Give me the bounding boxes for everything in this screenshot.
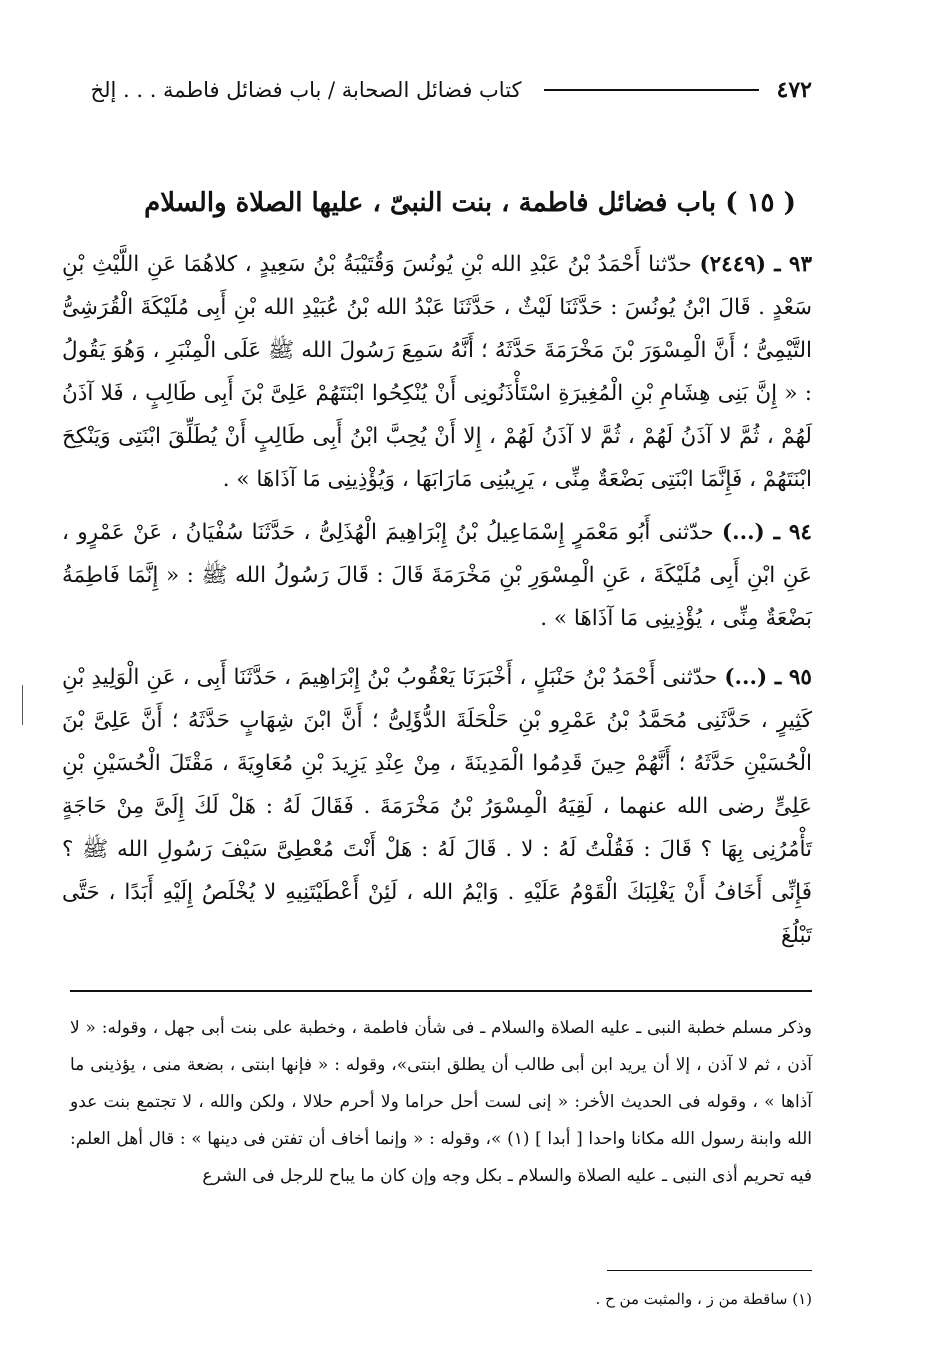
running-head [60,70,812,110]
header-rule [544,89,759,91]
commentary [70,1010,812,1195]
chapter-title: ( ١٥ ) باب فضائل فاطمة ، بنت النبىّ ، عليها الصلاة والسلام [144,188,796,218]
hadith-number: ٩٤ ـ (...) [721,520,812,545]
hadith-paragraph [62,243,812,501]
footnote: (١) ساقطة من ز ، والمثبت من ح . [595,1290,812,1308]
hadith-paragraph [62,656,812,957]
hadith-paragraph [62,511,812,640]
hadith-text [62,243,812,967]
margin-mark [22,685,23,725]
commentary-rule [70,990,812,992]
hadith-number: ٩٣ ـ (٢٤٤٩) [699,252,812,277]
hadith-body: حدّثنى أَحْمَدُ بْنُ حَنْبَلٍ ، أَخْبَرَنَا يَعْقُوبُ بْنُ إِبْرَاهِيمَ ، حَدَّثَنَا أَبِى ، عَنِ الْوَلِيدِ بْنِ كَثِيرٍ ، حَدَّثَنِى مُحَمَّدُ بْنُ عَمْرِو بْنِ حَلْحَلَةَ الدُّؤَلِىُّ ؛ أَنَّ ابْنَ شِهَابٍ حَدَّثَهُ ؛ أَنَّ عَلِىَّ بْنَ الْحُسَيْنِ حَدَّثَهُ ؛ أَنَّهُمْ حِينَ قَدِمُوا الْمَدِينَةَ ، مِنْ عِنْدِ يَزِيدَ بْنِ مُعَاوِيَةَ ، مَقْتَلَ الْحُسَيْنِ بْنِ عَلِىٍّ رضى الله عنهما ، لَقِيَهُ الْمِسْوَرُ بْنُ مَخْرَمَةَ . فَقَالَ لَهُ : هَلْ لَكَ إِلَىَّ مِنْ حَاجَةٍ تَأْمُرُنِى بِهَا ؟ قَالَ : فَقُلْتُ لَهُ : لا . قَالَ لَهُ : هَلْ أَنْتَ مُعْطِىَّ سَيْفَ رَسُولِ الله ﷺ ؟ فَإِنِّى أَخَافُ أَنْ يَغْلِبَكَ الْقَوْمُ عَلَيْهِ . وَايْمُ الله ، لَئِنْ أَعْطَيْتَنِيهِ لا يُخْلَصُ إِلَيْهِ أَبَدًا ، حَتَّى تَبْلُغَ [62,665,812,948]
hadith-number: ٩٥ ـ (...) [724,665,812,690]
hadith-body: حدّثنى أَبُو مَعْمَرٍ إِسْمَاعِيلُ بْنُ إِبْرَاهِيمَ الْهُذَلِىُّ ، حَدَّثَنَا سُفْيَانُ ، عَنْ عَمْرٍو ، عَنِ ابْنِ أَبِى مُلَيْكَةَ ، عَنِ الْمِسْوَرِ بْنِ مَخْرَمَةَ قَالَ : قَالَ رَسُولُ الله ﷺ : « إِنَّمَا فَاطِمَةُ بَضْعَةٌ مِنِّى ، يُؤْذِينِى مَا آذَاهَا » . [62,520,812,631]
running-title: كتاب فضائل الصحابة / باب فضائل فاطمة . . . إلخ [90,78,522,102]
commentary-text: وذكر مسلم خطبة النبى ـ عليه الصلاة والسلام ـ فى شأن فاطمة ، وخطبة على بنت أبى جهل ، وقوله: « لا آذن ، ثم لا آذن ، إلا أن يريد ابن أبى طالب أن يطلق ابنتى»، وقوله : « فإنها ابنتى ، بضعة منى ، يؤذينى ما آذاها » ، وقوله فى الحديث الأخر: « إنى لست أحل حراما ولا أحرم حلالا ، ولكن والله ، لا تجتمع بنت عدو الله وابنة رسول الله مكانا واحدا [ أبدا ] (١) »، وقوله : « وإنما أخاف أن تفتن فى دينها » : قال أهل العلم: فيه تحريم أذى النبى ـ عليه الصلاة والسلام ـ بكل وجه وإن كان ما يباح للرجل فى الشرع [70,1018,812,1186]
footnote-rule [607,1270,812,1271]
hadith-body: حدّثنا أَحْمَدُ بْنُ عَبْدِ الله بْنِ يُونُسَ وَقُتَيْبَةُ بْنُ سَعِيدٍ ، كلاهُمَا عَنِ اللَّيْثِ بْنِ سَعْدٍ . قَالَ ابْنُ يُونُسَ : حَدَّثَنَا لَيْثٌ ، حَدَّثَنَا عَبْدُ الله بْنُ عُبَيْدِ الله بْنِ أَبِى مُلَيْكَةَ الْقُرَشِىُّ التَّيْمِىُّ ؛ أَنَّ الْمِسْوَرَ بْنَ مَخْرَمَةَ حَدَّثَهُ ؛ أَنَّهُ سَمِعَ رَسُولَ الله ﷺ عَلَى الْمِنْبَرِ ، وَهُوَ يَقُولُ : « إِنَّ بَنِى هِشَامِ بْنِ الْمُغِيرَةِ اسْتَأْذَنُونِى أَنْ يُنْكِحُوا ابْنَتَهُمْ عَلِىَّ بْنَ أَبِى طَالِبٍ ، فَلا آذَنُ لَهُمْ ، ثُمَّ لا آذَنُ لَهُمْ ، ثُمَّ لا آذَنُ لَهُمْ ، إِلا أَنْ يُحِبَّ ابْنُ أَبِى طَالِبٍ أَنْ يُطَلِّقَ ابْنَتِى وَيَنْكِحَ ابْنَتَهُمْ ، فَإِنَّمَا ابْنَتِى بَضْعَةٌ مِنِّى ، يَرِيبُنِى مَارَابَهَا ، وَيُؤْذِينِى مَا آذَاهَا » . [62,252,812,492]
page-number: ٤٧٢ [776,77,812,103]
